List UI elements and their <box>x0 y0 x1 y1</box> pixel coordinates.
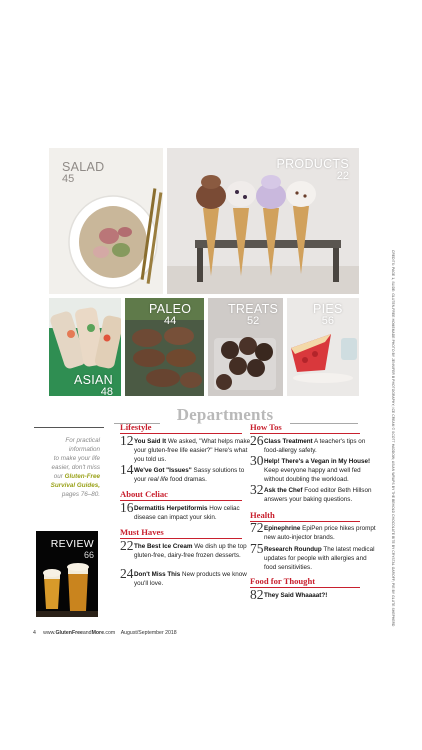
lifestyle-rule <box>120 433 242 434</box>
section-how-tos[interactable]: How Tos <box>250 422 282 432</box>
paleo-photo-tile[interactable] <box>125 298 204 396</box>
section-about-celiac[interactable]: About Celiac <box>120 489 168 499</box>
pies-photo-tile[interactable] <box>287 298 359 396</box>
asian-photo-tile[interactable] <box>49 298 121 396</box>
pies-label: PIES <box>313 302 343 316</box>
treats-page: 52 <box>246 314 260 327</box>
products-label: PRODUCTS <box>276 157 349 171</box>
section-health[interactable]: Health <box>250 510 275 520</box>
must-haves-rule <box>120 538 242 539</box>
products-page: 22 <box>336 169 349 182</box>
asian-label: ASIAN <box>74 373 114 387</box>
survival-guides-link[interactable]: Gluten-Free <box>64 473 100 480</box>
salad-label: SALAD <box>62 160 105 174</box>
about-celiac-rule <box>120 500 242 501</box>
salad-page: 45 <box>62 172 75 185</box>
paleo-page: 44 <box>164 314 177 327</box>
page-number: 4 <box>33 630 36 636</box>
treats-photo-tile[interactable] <box>208 298 283 396</box>
survival-guides-note: For practical information to make your life easier, don't miss our Gluten-Free Survival Guides, pages 76–80. <box>50 437 100 498</box>
review-page: 66 <box>83 550 94 560</box>
website-link[interactable]: www.GlutenFreeandMore.com <box>43 630 116 636</box>
issue-date: August/September 2018 <box>120 630 177 636</box>
section-must-haves[interactable]: Must Haves <box>120 527 164 537</box>
products-photo-tile[interactable] <box>167 148 359 294</box>
paleo-label: PALEO <box>149 302 192 316</box>
departments-title: Departments <box>176 405 274 424</box>
salad-photo-tile[interactable] <box>49 148 163 294</box>
food-for-thought-rule <box>250 587 360 588</box>
pies-page: 56 <box>321 314 334 327</box>
asian-page: 48 <box>100 385 114 396</box>
departments-rule-right <box>290 423 358 424</box>
review-label: REVIEW <box>50 538 94 550</box>
treats-label: TREATS <box>228 302 279 316</box>
section-lifestyle[interactable]: Lifestyle <box>120 422 152 432</box>
section-food-for-thought[interactable]: Food for Thought <box>250 576 316 586</box>
how-tos-rule <box>250 433 360 434</box>
health-rule <box>250 521 360 522</box>
review-photo-tile[interactable] <box>36 531 98 617</box>
aside-rule <box>34 427 104 428</box>
page-footer <box>33 630 177 636</box>
photo-credits: CREDITS: PAGE 1, SLIDE: GLUTEN-FREE HOMEMADE PHOTO BY JENNIFER B PHOTOGRAPHY; ICE CREAM © SCOTT HADDOW; ASIAN WRAPS BY THE BEHOLD CHOCOLATE BITE BY CRYSTAL GAROFF; PIE BY GLUTE SHEPHERD <box>391 250 395 627</box>
